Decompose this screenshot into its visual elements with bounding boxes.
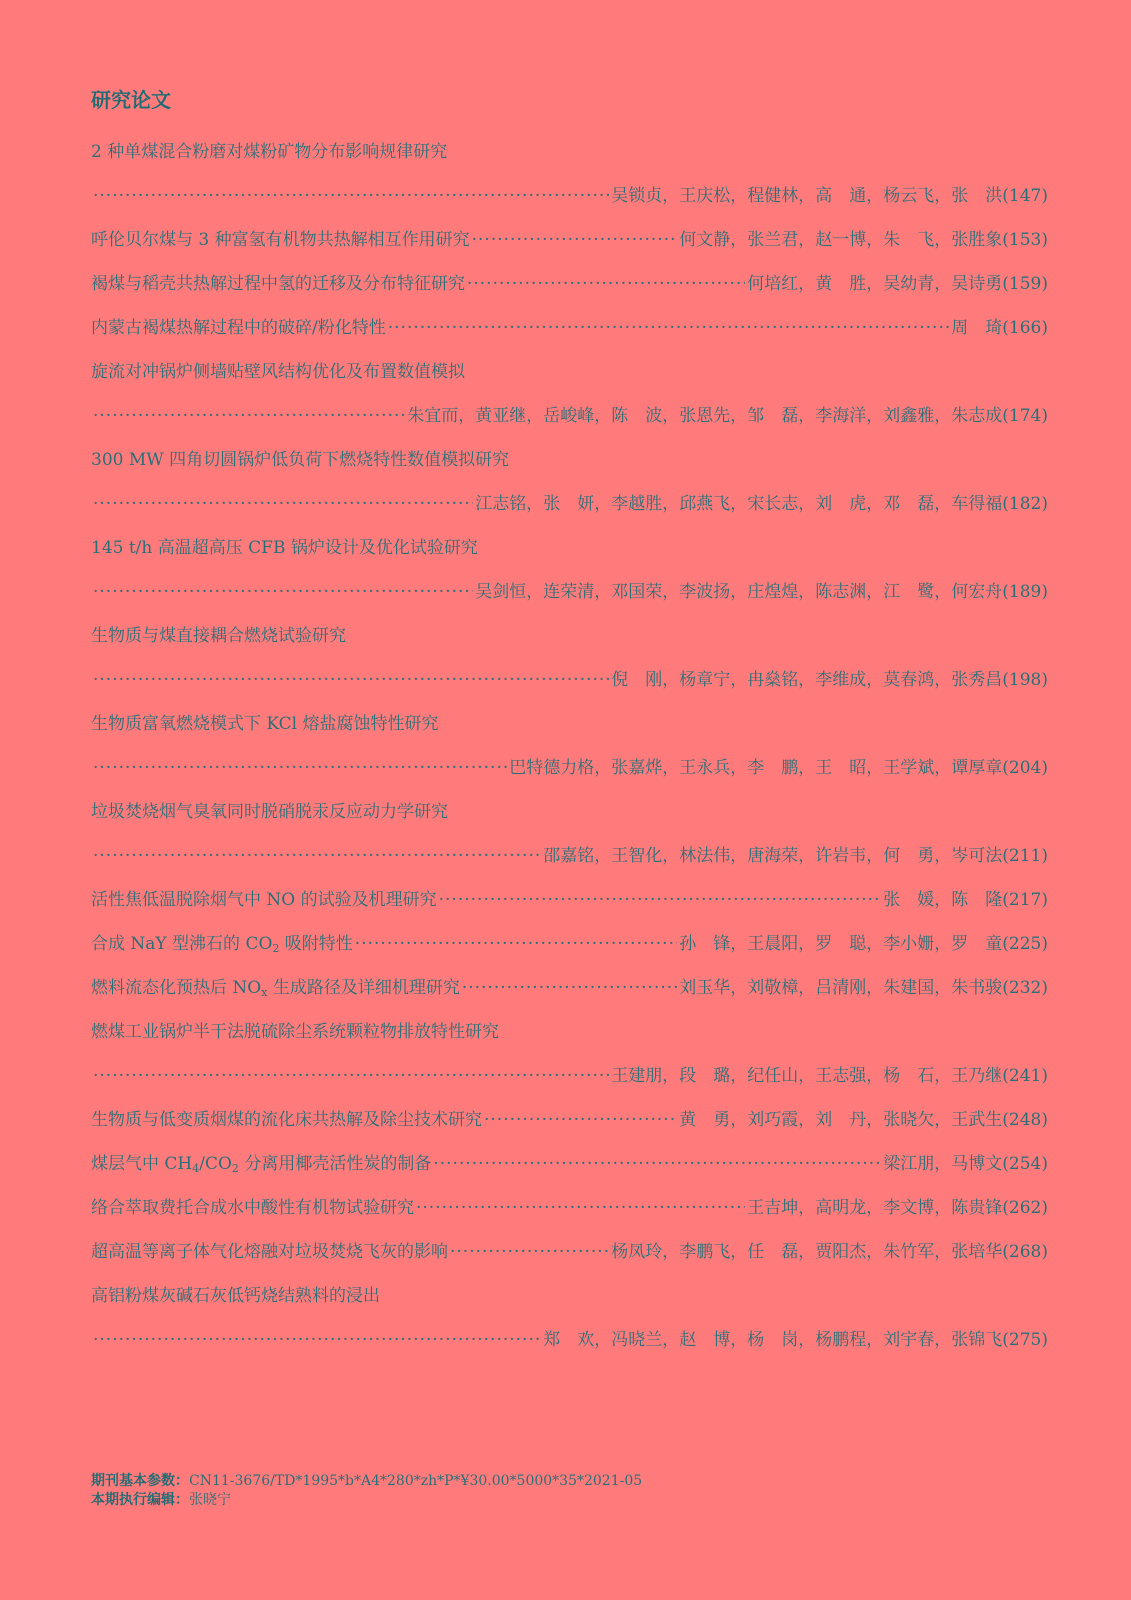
toc-entry	[91, 262, 1048, 306]
toc-entry	[91, 702, 1048, 790]
article-title-text: 生物质与低变质烟煤的流化床共热解及除尘技术研究	[91, 1110, 482, 1130]
leader-dots	[388, 306, 950, 350]
toc-line	[91, 1230, 1048, 1274]
article-authors: 吴锁贞，王庆松，程健林，高 通，杨云飞，张 洪	[611, 186, 1003, 206]
toc-entry	[91, 1186, 1048, 1230]
leader-dots	[462, 966, 677, 1010]
article-title[interactable]	[91, 626, 346, 646]
article-title[interactable]	[91, 922, 353, 966]
article-authors: 巴特德力格，张嘉烨，王永兵，李 鹏，王 昭，王学斌，谭厚章	[509, 758, 1003, 778]
params-label: 期刊基本参数：	[91, 1473, 189, 1489]
toc-title-line	[91, 614, 1048, 658]
table-of-contents	[91, 130, 1048, 1362]
article-title[interactable]	[91, 306, 386, 350]
article-page: (254)	[1002, 1154, 1048, 1174]
article-title[interactable]	[91, 1098, 482, 1142]
article-title-text-cont: 生成路径及详细机理研究	[267, 978, 460, 998]
article-title-text: 络合萃取费托合成水中酸性有机物试验研究	[91, 1198, 414, 1218]
article-title-text: 生物质与煤直接耦合燃烧试验研究	[91, 626, 346, 646]
article-title-text: 超高温等离子体气化熔融对垃圾焚烧飞灰的影响	[91, 1242, 448, 1262]
toc-line	[91, 1098, 1048, 1142]
article-authors: 郑 欢，冯晓兰，赵 博，杨 岗，杨鹏程，刘宇春，张锦飞	[543, 1330, 1003, 1350]
toc-author-line	[91, 482, 1048, 526]
toc-entry	[91, 526, 1048, 614]
leader-dots	[93, 1054, 609, 1098]
article-title[interactable]	[91, 450, 509, 470]
executive-editor	[91, 1491, 991, 1510]
article-page: (262)	[1002, 1198, 1048, 1218]
toc-author-line	[91, 174, 1048, 218]
article-page: (147)	[1002, 186, 1048, 206]
toc-title-line	[91, 438, 1048, 482]
toc-author-line	[91, 834, 1048, 878]
toc-line	[91, 878, 1048, 922]
article-authors: 王吉坤，高明龙，李文博，陈贵锋	[747, 1198, 1003, 1218]
toc-author-line	[91, 570, 1048, 614]
article-title-text: 煤层气中 CH	[91, 1154, 193, 1174]
article-title-text-cont: /CO	[199, 1154, 232, 1174]
toc-author-line	[91, 658, 1048, 702]
journal-params	[91, 1472, 991, 1491]
article-authors: 周 琦	[951, 318, 1003, 338]
article-title[interactable]	[91, 1230, 448, 1274]
article-title-text: 旋流对冲锅炉侧墙贴壁风结构优化及布置数值模拟	[91, 362, 465, 382]
params-value: CN11-3676/TD*1995*b*A4*280*zh*P*¥30.00*5000*35*2021-05	[189, 1473, 643, 1489]
article-authors: 朱宜而，黄亚继，岳峻峰，陈 波，张恩先，邹 磊，李海洋，刘鑫雅，朱志成	[407, 406, 1003, 426]
article-title-subscript: 2	[231, 1162, 239, 1175]
article-title-subscript: 2	[272, 942, 280, 955]
toc-line	[91, 218, 1048, 262]
article-title-text-cont: 吸附特性	[279, 934, 353, 954]
toc-entry	[91, 1142, 1048, 1186]
article-page: (211)	[1002, 846, 1048, 866]
article-page: (174)	[1002, 406, 1048, 426]
article-title-text: 垃圾焚烧烟气臭氧同时脱硝脱汞反应动力学研究	[91, 802, 448, 822]
toc-entry	[91, 1010, 1048, 1098]
toc-entry	[91, 438, 1048, 526]
article-title[interactable]	[91, 1022, 499, 1042]
article-title[interactable]	[91, 966, 460, 1010]
section-title: 研究论文	[91, 88, 171, 112]
article-page: (217)	[1002, 890, 1048, 910]
toc-entry	[91, 1098, 1048, 1142]
editor-label: 本期执行编辑：	[91, 1492, 189, 1508]
toc-entry	[91, 614, 1048, 702]
leader-dots	[467, 262, 745, 306]
toc-entry	[91, 130, 1048, 218]
article-page: (204)	[1002, 758, 1048, 778]
article-title-text: 合成 NaY 型沸石的 CO	[91, 934, 273, 954]
article-title-text: 燃料流态化预热后 NO	[91, 978, 262, 998]
toc-title-line	[91, 526, 1048, 570]
article-title[interactable]	[91, 1186, 414, 1230]
article-page: (248)	[1002, 1110, 1048, 1130]
article-authors: 何文静，张兰君，赵一博，朱 飞，张胜象	[679, 230, 1003, 250]
leader-dots	[93, 482, 473, 526]
article-page: (268)	[1002, 1242, 1048, 1262]
article-authors: 刘玉华，刘敬樟，吕清刚，朱建国，朱书骏	[679, 978, 1003, 998]
article-page: (159)	[1002, 274, 1048, 294]
article-title[interactable]	[91, 538, 478, 558]
article-title-text: 活性焦低温脱除烟气中 NO 的试验及机理研究	[91, 890, 437, 910]
article-title-text: 呼伦贝尔煤与 3 种富氢有机物共热解相互作用研究	[91, 230, 470, 250]
toc-entry	[91, 350, 1048, 438]
toc-author-line	[91, 1318, 1048, 1362]
toc-entry	[91, 1274, 1048, 1362]
leader-dots	[93, 570, 473, 614]
toc-line	[91, 966, 1048, 1010]
article-authors: 梁江朋，马博文	[883, 1154, 1003, 1174]
article-page: (275)	[1002, 1330, 1048, 1350]
article-authors: 江志铭，张 妍，李越胜，邱燕飞，宋长志，刘 虎，邓 磊，车得福	[475, 494, 1003, 514]
toc-entry	[91, 790, 1048, 878]
article-title-text: 145 t/h 高温超高压 CFB 锅炉设计及优化试验研究	[91, 538, 478, 558]
article-authors: 倪 刚，杨章宁，冉燊铭，李维成，莫春鸿，张秀昌	[611, 670, 1003, 690]
leader-dots	[93, 394, 405, 438]
leader-dots	[93, 834, 541, 878]
toc-entry	[91, 878, 1048, 922]
article-title-text: 2 种单煤混合粉磨对煤粉矿物分布影响规律研究	[91, 142, 448, 162]
article-title-text: 高铝粉煤灰碱石灰低钙烧结熟料的浸出	[91, 1286, 380, 1306]
toc-line	[91, 1142, 1048, 1186]
article-title-text: 300 MW 四角切圆锅炉低负荷下燃烧特性数值模拟研究	[91, 450, 510, 470]
article-title-text: 褐煤与稻壳共热解过程中氢的迁移及分布特征研究	[91, 274, 465, 294]
article-title[interactable]	[91, 1286, 380, 1306]
article-authors: 孙 锋，王晨阳，罗 聪，李小姗，罗 童	[679, 934, 1003, 954]
article-title[interactable]	[91, 714, 439, 734]
leader-dots	[355, 922, 677, 966]
leader-dots	[93, 658, 609, 702]
toc-line	[91, 922, 1048, 966]
article-title-text: 燃煤工业锅炉半干法脱硫除尘系统颗粒物排放特性研究	[91, 1022, 499, 1042]
article-authors: 何培红，黄 胜，吴幼青，吴诗勇	[747, 274, 1003, 294]
toc-line	[91, 262, 1048, 306]
toc-author-line	[91, 1054, 1048, 1098]
article-authors: 邵嘉铭，王智化，林法伟，唐海荣，许岩韦，何 勇，岑可法	[543, 846, 1003, 866]
article-title-text-cont: 分离用椰壳活性炭的制备	[238, 1154, 432, 1174]
article-authors: 黄 勇，刘巧霞，刘 丹，张晓欠，王武生	[679, 1110, 1003, 1130]
toc-title-line	[91, 350, 1048, 394]
toc-title-line	[91, 790, 1048, 834]
article-title[interactable]	[91, 878, 437, 922]
leader-dots	[416, 1186, 745, 1230]
article-title[interactable]	[91, 1142, 431, 1186]
article-page: (225)	[1002, 934, 1048, 954]
leader-dots	[93, 1318, 541, 1362]
article-title[interactable]	[91, 262, 465, 306]
leader-dots	[93, 174, 609, 218]
article-title[interactable]	[91, 142, 447, 162]
article-authors: 王建朋，段 璐，纪任山，王志强，杨 石，王乃继	[611, 1066, 1003, 1086]
article-page: (182)	[1002, 494, 1048, 514]
journal-footer	[91, 1472, 991, 1510]
toc-author-line	[91, 394, 1048, 438]
leader-dots	[484, 1098, 677, 1142]
toc-entry	[91, 218, 1048, 262]
toc-author-line	[91, 746, 1048, 790]
article-title-text: 生物质富氧燃烧模式下 KCl 熔盐腐蚀特性研究	[91, 714, 439, 734]
article-authors: 吴剑恒，连荣清，邓国荣，李波扬，庄煌煌，陈志渊，江 鹭，何宏舟	[475, 582, 1003, 602]
leader-dots	[93, 746, 507, 790]
toc-entry	[91, 966, 1048, 1010]
toc-title-line	[91, 702, 1048, 746]
toc-entry	[91, 922, 1048, 966]
article-title-subscript: 4	[192, 1162, 200, 1175]
article-title[interactable]	[91, 362, 465, 382]
article-title-text: 内蒙古褐煤热解过程中的破碎/粉化特性	[91, 318, 386, 338]
article-page: (241)	[1002, 1066, 1048, 1086]
toc-title-line	[91, 1274, 1048, 1318]
editor-value: 张晓宁	[189, 1492, 231, 1508]
leader-dots	[450, 1230, 609, 1274]
article-title[interactable]	[91, 218, 470, 262]
toc-title-line	[91, 130, 1048, 174]
leader-dots	[472, 218, 678, 262]
article-title-subscript: x	[261, 986, 268, 999]
toc-title-line	[91, 1010, 1048, 1054]
toc-entry	[91, 306, 1048, 350]
article-page: (198)	[1002, 670, 1048, 690]
leader-dots	[439, 878, 882, 922]
article-authors: 杨凤玲，李鹏飞，任 磊，贾阳杰，朱竹军，张培华	[611, 1242, 1003, 1262]
toc-page	[91, 86, 1048, 1362]
article-page: (232)	[1002, 978, 1048, 998]
article-authors: 张 媛，陈 隆	[883, 890, 1003, 910]
toc-entry	[91, 1230, 1048, 1274]
article-page: (166)	[1002, 318, 1048, 338]
leader-dots	[433, 1142, 881, 1186]
toc-line	[91, 1186, 1048, 1230]
toc-line	[91, 306, 1048, 350]
article-title[interactable]	[91, 802, 448, 822]
article-page: (189)	[1002, 582, 1048, 602]
article-page: (153)	[1002, 230, 1048, 250]
